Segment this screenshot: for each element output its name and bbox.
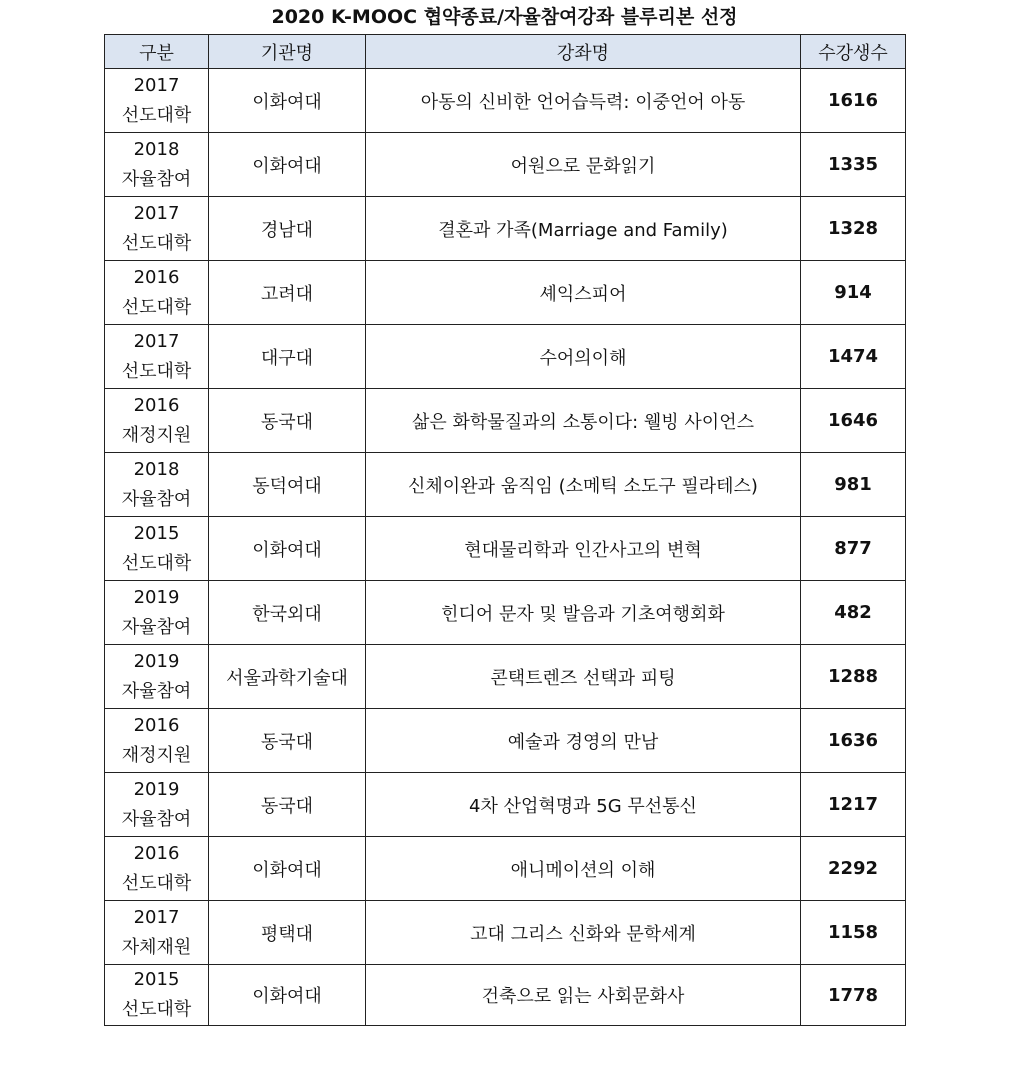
- course-cell: 4차 산업혁명과 5G 무선통신: [366, 773, 801, 837]
- category-cell: [105, 901, 209, 965]
- table-row: [105, 197, 906, 261]
- course-cell: 건축으로 읽는 사회문화사: [366, 965, 801, 1026]
- category-type: 재정지원: [121, 744, 192, 766]
- course-cell: 애니메이션의 이해: [366, 837, 801, 901]
- category-type: 선도대학: [121, 232, 192, 254]
- students-cell: 877: [801, 517, 906, 581]
- course-cell: 어원으로 문화읽기: [366, 133, 801, 197]
- category-cell: [105, 325, 209, 389]
- institution-cell: 한국외대: [209, 581, 366, 645]
- category-cell: [105, 133, 209, 197]
- category-year: 2018: [133, 458, 180, 480]
- course-cell: 고대 그리스 신화와 문학세계: [366, 901, 801, 965]
- table-row: [105, 389, 906, 453]
- table-row: [105, 517, 906, 581]
- column-header-category: 구분: [105, 35, 209, 69]
- students-cell: 1335: [801, 133, 906, 197]
- students-cell: 1474: [801, 325, 906, 389]
- category-type: 선도대학: [121, 872, 192, 894]
- category-year: 2016: [133, 714, 180, 736]
- category-type: 자율참여: [121, 168, 192, 190]
- category-cell: [105, 453, 209, 517]
- category-cell: [105, 965, 209, 1026]
- category-cell: [105, 645, 209, 709]
- course-cell: 예술과 경영의 만남: [366, 709, 801, 773]
- students-cell: 1217: [801, 773, 906, 837]
- institution-cell: 동국대: [209, 709, 366, 773]
- category-year: 2016: [133, 394, 180, 416]
- students-cell: 1636: [801, 709, 906, 773]
- category-cell: [105, 837, 209, 901]
- table-header-row: [105, 35, 906, 69]
- category-cell: [105, 709, 209, 773]
- category-year: 2018: [133, 138, 180, 160]
- table-row: [105, 325, 906, 389]
- students-cell: 1778: [801, 965, 906, 1026]
- category-year: 2017: [133, 906, 180, 928]
- institution-cell: 이화여대: [209, 837, 366, 901]
- column-header-institution: 기관명: [209, 35, 366, 69]
- category-cell: [105, 581, 209, 645]
- course-cell: 현대물리학과 인간사고의 변혁: [366, 517, 801, 581]
- column-header-course: 강좌명: [366, 35, 801, 69]
- category-type: 재정지원: [121, 424, 192, 446]
- institution-cell: 대구대: [209, 325, 366, 389]
- table-row: [105, 837, 906, 901]
- table-row: [105, 645, 906, 709]
- course-cell: 아동의 신비한 언어습득력: 이중언어 아동: [366, 69, 801, 133]
- column-header-students: 수강생수: [801, 35, 906, 69]
- institution-cell: 이화여대: [209, 69, 366, 133]
- course-cell: 결혼과 가족(Marriage and Family): [366, 197, 801, 261]
- students-cell: 2292: [801, 837, 906, 901]
- category-type: 자체재원: [121, 936, 192, 958]
- students-cell: 981: [801, 453, 906, 517]
- institution-cell: 동덕여대: [209, 453, 366, 517]
- category-year: 2017: [133, 74, 180, 96]
- category-cell: [105, 773, 209, 837]
- institution-cell: 이화여대: [209, 517, 366, 581]
- category-year: 2019: [133, 650, 180, 672]
- course-cell: 신체이완과 움직임 (소메틱 소도구 필라테스): [366, 453, 801, 517]
- table-row: [105, 773, 906, 837]
- category-type: 선도대학: [121, 104, 192, 126]
- category-year: 2019: [133, 586, 180, 608]
- category-type: 선도대학: [121, 999, 192, 1020]
- category-year: 2016: [133, 842, 180, 864]
- students-cell: 914: [801, 261, 906, 325]
- category-year: 2019: [133, 778, 180, 800]
- institution-cell: 이화여대: [209, 133, 366, 197]
- institution-cell: 고려대: [209, 261, 366, 325]
- category-year: 2016: [133, 266, 180, 288]
- course-cell: 셰익스피어: [366, 261, 801, 325]
- institution-cell: 경남대: [209, 197, 366, 261]
- category-type: 선도대학: [121, 552, 192, 574]
- category-cell: [105, 197, 209, 261]
- category-year: 2015: [133, 969, 180, 990]
- table-row: [105, 69, 906, 133]
- institution-cell: 동국대: [209, 773, 366, 837]
- category-type: 자율참여: [121, 680, 192, 702]
- course-cell: 수어의이해: [366, 325, 801, 389]
- course-cell: 힌디어 문자 및 발음과 기초여행회화: [366, 581, 801, 645]
- category-year: 2015: [133, 522, 180, 544]
- table-row: [105, 133, 906, 197]
- category-year: 2017: [133, 330, 180, 352]
- category-type: 자율참여: [121, 616, 192, 638]
- course-cell: 콘택트렌즈 선택과 피팅: [366, 645, 801, 709]
- table-row: [105, 261, 906, 325]
- table-row: [105, 965, 906, 1026]
- students-cell: 1158: [801, 901, 906, 965]
- category-type: 선도대학: [121, 296, 192, 318]
- institution-cell: 이화여대: [209, 965, 366, 1026]
- institution-cell: 동국대: [209, 389, 366, 453]
- category-cell: [105, 389, 209, 453]
- category-cell: [105, 517, 209, 581]
- students-cell: 1288: [801, 645, 906, 709]
- table-row: [105, 581, 906, 645]
- category-type: 자율참여: [121, 488, 192, 510]
- students-cell: 482: [801, 581, 906, 645]
- table-row: [105, 453, 906, 517]
- table-row: [105, 901, 906, 965]
- students-cell: 1616: [801, 69, 906, 133]
- institution-cell: 평택대: [209, 901, 366, 965]
- document-title: 2020 K-MOOC 협약종료/자율참여강좌 블루리본 선정: [271, 6, 738, 28]
- institution-cell: 서울과학기술대: [209, 645, 366, 709]
- course-cell: 삶은 화학물질과의 소통이다: 웰빙 사이언스: [366, 389, 801, 453]
- category-type: 자율참여: [121, 808, 192, 830]
- table-body: [105, 69, 906, 1026]
- blue-ribbon-table: [104, 34, 906, 1026]
- category-cell: [105, 69, 209, 133]
- table-row: [105, 709, 906, 773]
- students-cell: 1646: [801, 389, 906, 453]
- category-year: 2017: [133, 202, 180, 224]
- category-type: 선도대학: [121, 360, 192, 382]
- category-cell: [105, 261, 209, 325]
- students-cell: 1328: [801, 197, 906, 261]
